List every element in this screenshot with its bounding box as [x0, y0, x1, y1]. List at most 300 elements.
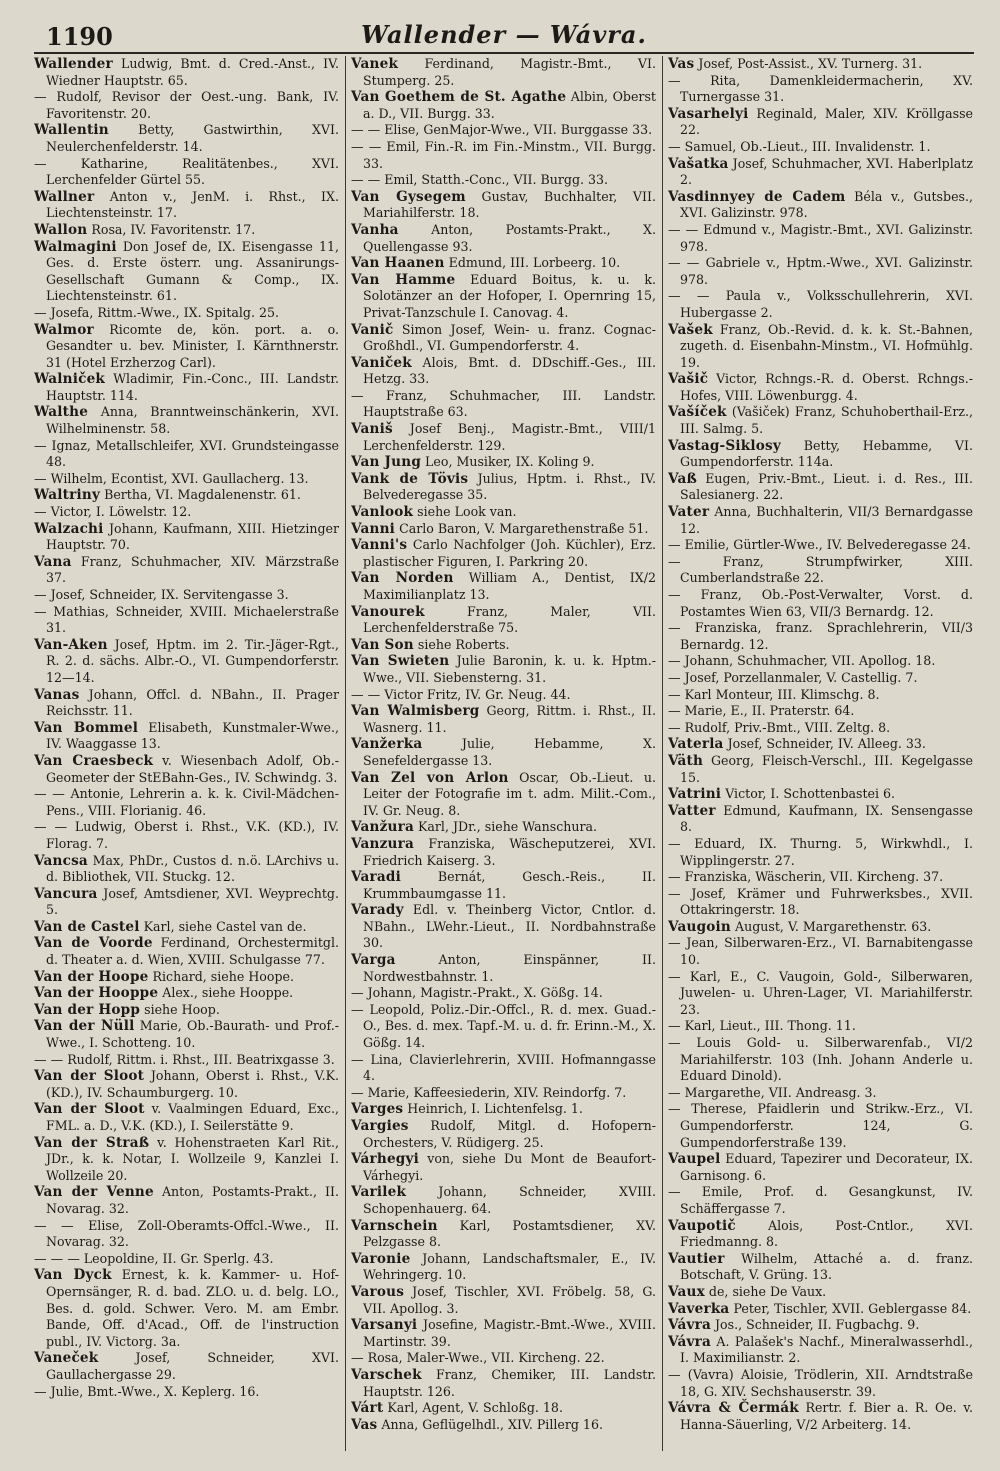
entry-details: Rertr. f. Bier a. R. Oe. v. Hanna-Säuerling, V/2 Arbeiterg. 14. [680, 1400, 973, 1432]
page-header [34, 12, 974, 54]
entry-details: — (Vavra) Aloisie, Trödlerin, XII. Arndtstraße 18, G. XIV. Sechshauserstr. 39. [668, 1366, 973, 1399]
directory-entry [668, 720, 973, 737]
directory-entry [668, 587, 973, 620]
entry-surname: Vas [351, 1416, 378, 1433]
entry-details: — Johann, Schuhmacher, VII. Apollog. 18. [668, 653, 936, 669]
entry-surname: Varilek [351, 1184, 407, 1201]
directory-entry [351, 504, 656, 521]
entry-surname: Walmor [34, 321, 94, 338]
entry-details: Edmund, III. Lorbeerg. 10. [448, 255, 621, 271]
directory-entry [34, 604, 339, 637]
directory-entry [351, 537, 656, 570]
entry-surname: Walmagini [34, 238, 117, 255]
entry-details: Wladimir, Fin.-Conc., III. Landstr. Hauptstr. 114. [46, 371, 339, 403]
directory-entry [34, 404, 339, 437]
directory-entry [668, 869, 973, 886]
directory-entry [668, 620, 973, 653]
entry-details: Josef, Schneider, XVI. Gaullachergasse 29. [46, 1350, 339, 1382]
entry-details: Victor, I. Schottenbastei 6. [725, 786, 896, 802]
directory-entry [351, 1052, 656, 1085]
entry-details: — — Emil, Statth.-Conc., VII. Burgg. 33. [351, 172, 609, 188]
directory-entry [34, 1002, 339, 1019]
entry-details: — Marie, E., II. Praterstr. 64. [668, 703, 855, 719]
entry-surname: Vancura [34, 885, 98, 902]
entry-details: Ferdinand, Magistr.-Bmt., VI. Stumperg. 25. [363, 56, 656, 88]
directory-entry [34, 1251, 339, 1268]
directory-entry [668, 222, 973, 255]
directory-entry [34, 969, 339, 986]
column-right [668, 56, 973, 1456]
directory-entry [668, 371, 973, 404]
entry-details: Johann, Oberst i. Rhst., V.K. (KD.), IV. Schaumburgerg. 10. [46, 1068, 339, 1100]
entry-details: Anton v., JenM. i. Rhst., IX. Liechtensteinstr. 17. [46, 188, 339, 221]
directory-entry [34, 1184, 339, 1217]
directory-entry [34, 1101, 339, 1134]
entry-details: Leo, Musiker, IX. Koling 9. [425, 454, 595, 470]
entry-details: Alois, Bmt. d. DDschiff.-Ges., III. Hetzg. 33. [363, 354, 656, 387]
directory-entry [351, 454, 656, 471]
entry-surname: Varous [351, 1283, 405, 1300]
entry-surname: Van-Aken [34, 636, 108, 653]
entry-details: Anton, Postamts-Prakt., X. Quellengasse 93. [363, 221, 656, 254]
entry-details: Heinrich, I. Lichtenfelsg. 1. [407, 1101, 583, 1117]
directory-entry [351, 869, 656, 902]
directory-entry [351, 272, 656, 322]
entry-details: — Rosa, Maler-Wwe., VII. Kircheng. 22. [351, 1350, 605, 1366]
entry-surname: Várhegyi [351, 1151, 419, 1168]
directory-entry [351, 703, 656, 736]
entry-details: Josef, Hptm. im 2. Tir.-Jäger-Rgt., R. 2. d. sächs. Albr.-O., VI. Gumpendorferstr. 12—14. [46, 636, 339, 685]
entry-surname: Vas [668, 56, 695, 72]
entry-details: — Josef, Porzellanmaler, V. Castellig. 7. [668, 669, 918, 685]
directory-entry [34, 1052, 339, 1069]
directory-entry [668, 670, 973, 687]
entry-surname: Van Goethem de St. Agathe [351, 89, 567, 106]
directory-entry [351, 819, 656, 836]
entry-details: de, siehe De Vaux. [708, 1283, 827, 1299]
entry-details: — Rita, Damenkleidermacherin, XV. Turnergasse 31. [668, 72, 973, 105]
entry-details: — — Emil, Fin.-R. im Fin.-Minstm., VII. Burgg. 33. [351, 138, 656, 171]
directory-entry [351, 89, 656, 122]
entry-details: Gustav, Buchhalter, VII. Mariahilferstr. 18. [363, 188, 656, 221]
entry-surname: Van der Hoope [34, 968, 149, 985]
entry-surname: Van Craesbeck [34, 752, 154, 769]
directory-entry [668, 1018, 973, 1035]
entry-surname: Vaupel [668, 1151, 721, 1168]
entry-details: Franz, Chemiker, III. Landstr. Hauptstr. 126. [363, 1366, 656, 1399]
directory-entry [34, 1135, 339, 1185]
entry-surname: Wallner [34, 188, 95, 205]
directory-entry [668, 786, 973, 803]
directory-entry [34, 1218, 339, 1251]
directory-entry [34, 487, 339, 504]
entry-details: von, siehe Du Mont de Beaufort-Várhegyi. [363, 1151, 656, 1183]
entry-details: Franz, Schuhmacher, XIV. Märzstraße 37. [46, 553, 339, 586]
entry-surname: Vaterla [668, 736, 724, 753]
entry-details: Marie, Ob.-Baurath- und Prof.-Wwe., I. Schotteng. 10. [46, 1018, 339, 1051]
column-left [34, 56, 339, 1456]
directory-entry [668, 1184, 973, 1217]
directory-entry [668, 73, 973, 106]
directory-entry [34, 239, 339, 305]
entry-surname: Vaupotič [668, 1217, 736, 1234]
entry-surname: Vanzura [351, 835, 414, 852]
entry-surname: Walniček [34, 371, 106, 388]
directory-entry [351, 139, 656, 172]
directory-entry [34, 189, 339, 222]
directory-entry [34, 587, 339, 604]
entry-details: Johann, Landschaftsmaler, E., IV. Wehringerg. 10. [363, 1250, 656, 1283]
directory-entry [351, 1317, 656, 1350]
entry-surname: Vanas [34, 686, 80, 703]
entry-surname: Vasarhelyi [668, 105, 749, 122]
directory-entry [351, 604, 656, 637]
entry-details: Edmund, Kaufmann, IX. Sensengasse 8. [680, 802, 973, 835]
directory-entry [34, 56, 339, 89]
entry-details: — Katharine, Realitätenbes., XVI. Lerchenfelder Gürtel 55. [34, 155, 339, 188]
directory-entry [34, 554, 339, 587]
directory-entry [351, 687, 656, 704]
directory-entry [351, 653, 656, 686]
directory-entry [668, 554, 973, 587]
entry-details: — — — Leopoldine, II. Gr. Sperlg. 43. [34, 1250, 274, 1266]
directory-entry [34, 935, 339, 968]
entry-details: William A., Dentist, IX/2 Maximilianplatz 13. [363, 570, 656, 602]
directory-entry [34, 1267, 339, 1350]
entry-details: — Karl Monteur, III. Klimschg. 8. [668, 686, 880, 702]
directory-entry [668, 288, 973, 321]
entry-surname: Van Gysegem [351, 188, 466, 205]
entry-surname: Vana [34, 553, 72, 570]
entry-surname: Vaugoin [668, 918, 732, 935]
entry-details: Jos., Schneider, II. Fugbachg. 9. [715, 1317, 920, 1333]
entry-surname: Vank de Tövis [351, 470, 469, 487]
entry-details: Peter, Tischler, XVII. Geblergasse 84. [733, 1300, 972, 1316]
directory-entry [34, 985, 339, 1002]
directory-entry [668, 803, 973, 836]
directory-entry [34, 89, 339, 122]
entry-details: siehe Look van. [417, 504, 517, 520]
entry-details: — — Edmund v., Magistr.-Bmt., XVI. Galizinstr. 978. [668, 221, 973, 254]
entry-details: Alois, Post-Cntlor., XVI. Friedmanng. 8. [680, 1217, 973, 1250]
entry-details: Franz, Ob.-Revid. d. k. k. St.-Bahnen, zugeth. d. Eisenbahn-Minstm., VI. Hofmühlg. 19. [680, 321, 973, 370]
directory-entry [351, 172, 656, 189]
entry-details: Carlo Baron, V. Margarethenstraße 51. [399, 520, 649, 536]
entry-details: v. Hohenstraeten Karl Rit., JDr., k. k. Notar, I. Wollzeile 9, Kanzlei I. Wollzeile 20. [46, 1134, 339, 1183]
entry-details: Anna, Branntweinschänkerin, XVI. Wilhelminenstr. 58. [46, 404, 339, 437]
entry-surname: Van Swieten [351, 653, 450, 670]
directory-entry [351, 770, 656, 820]
entry-surname: Vávra [668, 1317, 711, 1334]
entry-details: — — Elise, GenMajor-Wwe., VII. Burggasse 33. [351, 122, 653, 138]
entry-details: Edl. v. Theinberg Victor, Cntlor. d. NBahn., LWehr.-Lieut., II. Nordbahnstraße 30. [363, 902, 656, 951]
directory-entry [351, 1118, 656, 1151]
entry-surname: Vaverka [668, 1300, 730, 1317]
entry-details: Anton, Postamts-Prakt., II. Novarag. 32. [46, 1184, 339, 1216]
entry-details: — Josefa, Rittm.-Wwe., IX. Spitalg. 25. [34, 304, 280, 320]
entry-details: Wilhelm, Attaché a. d. franz. Botschaft, V. Grüng. 13. [680, 1250, 973, 1283]
entry-details: — Rudolf, Priv.-Bmt., VIII. Zeltg. 8. [668, 719, 891, 735]
entry-details: Johann, Offcl. d. NBahn., II. Prager Reichsstr. 11. [46, 686, 339, 719]
directory-entry [668, 56, 973, 73]
entry-surname: Varges [351, 1101, 404, 1118]
directory-entry [668, 1218, 973, 1251]
entry-surname: Van der Nüll [34, 1018, 135, 1035]
directory-entry [34, 521, 339, 554]
directory-entry [34, 919, 339, 936]
entry-details: siehe Roberts. [417, 636, 510, 652]
entry-details: — Louis Gold- u. Silberwarenfab., VI/2 Mariahilferstr. 103 (Inh. Johann Anderle u. Eduard Dinold). [668, 1035, 973, 1084]
entry-details: — Therese, Pfaidlerin und Strikw.-Erz., VI. Gumpendorferstr. 124, G. Gumpendorferstraße 139. [668, 1101, 973, 1150]
directory-entry [668, 1035, 973, 1085]
directory-entry [351, 985, 656, 1002]
directory-entry [668, 1284, 973, 1301]
entry-surname: Van Walmisberg [351, 703, 480, 720]
directory-entry [351, 570, 656, 603]
entry-surname: Väth [668, 752, 704, 769]
column-divider [662, 56, 663, 1451]
directory-entry [351, 222, 656, 255]
directory-entry [34, 222, 339, 239]
entry-surname: Vávra [668, 1333, 711, 1350]
directory-entry [668, 1085, 973, 1102]
directory-entry [34, 687, 339, 720]
directory-entry [668, 139, 973, 156]
entry-surname: Van Norden [351, 570, 454, 587]
directory-entry [34, 886, 339, 919]
entry-details: Josef, Schuhmacher, XVI. Haberlplatz 2. [680, 155, 973, 188]
entry-details: — Eduard, IX. Thurng. 5, Wirkwhdl., I. Wipplingerstr. 27. [668, 835, 973, 868]
entry-details: — Karl, Lieut., III. Thong. 11. [668, 1018, 856, 1034]
directory-entry [351, 1350, 656, 1367]
entry-surname: Wallender [34, 56, 113, 72]
entry-details: Johann, Kaufmann, XIII. Hietzinger Hauptstr. 70. [46, 520, 339, 553]
entry-details: Bernát, Gesch.-Reis., II. Krummbaumgasse 11. [363, 869, 656, 901]
directory-entry [34, 1384, 339, 1401]
directory-entry [351, 637, 656, 654]
entry-surname: Vaniček [351, 354, 412, 371]
entry-surname: Vautier [668, 1250, 725, 1267]
entry-details: Anna, Buchhalterin, VII/3 Bernardgasse 12. [680, 504, 973, 536]
directory-entry [34, 1018, 339, 1051]
entry-details: Alex., siehe Hooppe. [162, 985, 294, 1001]
running-title: Wallender — Wávra. [361, 20, 647, 49]
entry-details: — — Elise, Zoll-Oberamts-Offcl.-Wwe., II. Novarag. 32. [34, 1217, 339, 1250]
entry-details: — Rudolf, Revisor der Oest.-ung. Bank, IV. Favoritenstr. 20. [34, 89, 339, 121]
entry-details: — Ignaz, Metallschleifer, XVI. Grundsteingasse 48. [34, 437, 339, 470]
entry-details: Julius, Hptm. i. Rhst., IV. Belvederegasse 35. [363, 470, 656, 503]
entry-details: Karl, siehe Castel van de. [143, 918, 307, 934]
entry-surname: Vastag-Siklosy [668, 437, 781, 454]
entry-details: — — Antonie, Lehrerin a. k. k. Civil-Mädchen-Pens., VIII. Florianig. 46. [34, 786, 339, 818]
entry-details: — Franziska, franz. Sprachlehrerin, VII/3 Bernardg. 12. [668, 620, 973, 652]
directory-entry [351, 388, 656, 421]
entry-details: Ricomte de, kön. port. a. o. Gesandter u. bev. Minister, I. Kärnthnerstr. 31 (Hotel Erzherzog Carl). [46, 321, 339, 370]
directory-entry [351, 1085, 656, 1102]
entry-details: Betty, Hebamme, VI. Gumpendorferstr. 114a. [680, 437, 973, 470]
directory-entry [668, 106, 973, 139]
entry-details: — Emilie, Gürtler-Wwe., IV. Belvederegasse 24. [668, 537, 971, 553]
entry-surname: Vaß [668, 470, 698, 487]
directory-entry [668, 687, 973, 704]
entry-details: Franziska, Wäscheputzerei, XVI. Friedrich Kaiserg. 3. [363, 835, 656, 868]
entry-details: (Vašiček) Franz, Schuhoberthail-Erz., III. Salmg. 5. [680, 404, 973, 437]
entry-details: Georg, Rittm. i. Rhst., II. Wasnerg. 11. [363, 703, 656, 735]
entry-details: Karl, Postamtsdiener, XV. Pelzgasse 8. [363, 1217, 656, 1250]
entry-details: siehe Hoop. [144, 1001, 220, 1017]
directory-entry [668, 404, 973, 437]
entry-surname: Várt [351, 1400, 384, 1417]
entry-details: Eduard Boitus, k. u. k. Solotänzer an der Hofoper, I. Opernring 15, Privat-Tanzschule I. Canovag. 4. [363, 271, 656, 320]
entry-surname: Vanni [351, 520, 396, 537]
directory-entry [668, 1151, 973, 1184]
entry-surname: Varnschein [351, 1217, 438, 1234]
entry-details: — Josef, Schneider, IX. Servitengasse 3. [34, 587, 289, 602]
directory-entry [668, 189, 973, 222]
entry-details: Eugen, Priv.-Bmt., Lieut. i. d. Res., III. Salesianerg. 22. [680, 470, 973, 503]
entry-surname: Van Zel von Arlon [351, 769, 509, 786]
entry-surname: Van der Straß [34, 1134, 150, 1151]
entry-surname: Vargies [351, 1118, 409, 1134]
entry-surname: Varsanyi [351, 1317, 418, 1334]
directory-entry [34, 720, 339, 753]
directory-entry [668, 438, 973, 471]
entry-details: A. Palašek's Nachf., Mineralwasserhdl., I. Maximilianstr. 2. [680, 1333, 973, 1366]
entry-surname: Vancsa [34, 852, 88, 869]
directory-entry [351, 1400, 656, 1417]
entry-details: Bertha, VI. Magdalenenstr. 61. [104, 487, 301, 503]
directory-entry [34, 1350, 339, 1383]
entry-surname: Van Bommel [34, 719, 139, 736]
directory-entry [351, 471, 656, 504]
entry-details: Simon Josef, Wein- u. franz. Cognac-Großhdl., VI. Gumpendorferstr. 4. [363, 321, 656, 354]
entry-details: — Franz, Schuhmacher, III. Landstr. Hauptstraße 63. [351, 387, 656, 420]
directory-entry [351, 355, 656, 388]
entry-details: — Johann, Magistr.-Prakt., X. Gößg. 14. [351, 985, 603, 1001]
directory-entry [668, 836, 973, 869]
entry-surname: Vašek [668, 321, 713, 338]
entry-details: — Leopold, Poliz.-Dir.-Offcl., R. d. mex. Guad.-O., Bes. d. mex. Tapf.-M. u. d. fr. Erinn.-M., X. Gößg. 14. [351, 1001, 656, 1051]
entry-surname: Van der Sloot [34, 1101, 145, 1118]
entry-details: Karl, JDr., siehe Wanschura. [417, 819, 597, 835]
entry-surname: Van der Hooppe [34, 985, 159, 1002]
entry-surname: Varschek [351, 1366, 422, 1383]
directory-entry [351, 1367, 656, 1400]
entry-details: — Victor, I. Löwelstr. 12. [34, 504, 192, 520]
entry-details: — — Paula v., Volksschullehrerin, XVI. Hubergasse 2. [668, 288, 973, 320]
directory-entry [668, 1334, 973, 1367]
directory-entry [668, 1101, 973, 1151]
entry-details: Georg, Fleisch-Verschl., III. Kegelgasse 15. [680, 752, 973, 785]
directory-entry [351, 952, 656, 985]
entry-surname: Van der Venne [34, 1184, 154, 1201]
directory-entry [668, 703, 973, 720]
entry-details: — Franz, Strumpfwirker, XIII. Cumberlandstraße 22. [668, 553, 973, 586]
entry-surname: Walzachi [34, 520, 104, 537]
entry-surname: Vaneček [34, 1350, 99, 1367]
directory-entry [351, 421, 656, 454]
entry-details: Carlo Nachfolger (Joh. Küchler), Erz. plastischer Figuren, I. Parkring 20. [363, 537, 656, 569]
entry-surname: Van Haanen [351, 255, 445, 272]
entry-details: — — Rudolf, Rittm. i. Rhst., III. Beatrixgasse 3. [34, 1051, 335, 1067]
entry-details: Josefine, Magistr.-Bmt.-Wwe., XVIII. Martinstr. 39. [363, 1317, 656, 1349]
directory-entry [34, 853, 339, 886]
entry-details: — — Gabriele v., Hptm.-Wwe., XVI. Galizinstr. 978. [668, 255, 973, 287]
directory-entry [351, 255, 656, 272]
entry-surname: Waltriny [34, 487, 101, 504]
entry-surname: Varga [351, 952, 396, 969]
directory-entry [668, 537, 973, 554]
entry-details: Reginald, Maler, XIV. Kröllgasse 22. [680, 105, 973, 138]
entry-surname: Van der Hopp [34, 1001, 141, 1018]
directory-entry [351, 836, 656, 869]
entry-details: Josef, Post-Assist., XV. Turnerg. 31. [698, 56, 923, 71]
entry-details: — Julie, Bmt.-Wwe., X. Keplerg. 16. [34, 1383, 260, 1399]
entry-surname: Vatter [668, 802, 716, 819]
directory-entry [34, 156, 339, 189]
entry-surname: Varadi [351, 869, 401, 886]
directory-entry [668, 935, 973, 968]
entry-surname: Wallon [34, 221, 88, 238]
entry-surname: Vanžura [351, 819, 414, 836]
entry-surname: Vaux [668, 1283, 705, 1300]
entry-details: v. Wiesenbach Adolf, Ob.-Geometer der StEBahn-Ges., IV. Schwindg. 3. [46, 752, 339, 785]
entry-details: Max, PhDr., Custos d. n.ö. LArchivs u. d. Bibliothek, VII. Stuckg. 12. [46, 852, 339, 885]
entry-details: Eduard, Tapezirer und Decorateur, IX. Garnisong. 6. [680, 1151, 973, 1183]
directory-entry [668, 1367, 973, 1400]
entry-surname: Vanžerka [351, 736, 423, 753]
directory-entry [351, 1101, 656, 1118]
directory-entry [668, 886, 973, 919]
directory-entry [351, 521, 656, 538]
entry-surname: Van Hamme [351, 271, 456, 288]
entry-surname: Walthe [34, 404, 89, 421]
entry-details: Béla v., Gutsbes., XVI. Galizinstr. 978. [680, 188, 973, 221]
directory-entry [351, 736, 656, 769]
entry-details: — Franz, Ob.-Post-Verwalter, Vorst. d. Postamtes Wien 63, VII/3 Bernardg. 12. [668, 587, 973, 619]
directory-entry [668, 504, 973, 537]
entry-details: — — Victor Fritz, IV. Gr. Neug. 44. [351, 686, 571, 702]
entry-surname: Vanni's [351, 537, 408, 554]
entry-details: — — Ludwig, Oberst i. Rhst., V.K. (KD.), IV. Florag. 7. [34, 819, 339, 851]
entry-details: — Mathias, Schneider, XVIII. Michaelerstraße 31. [34, 603, 339, 636]
entry-surname: Vater [668, 504, 710, 521]
directory-entry [668, 322, 973, 372]
entry-details: Elisabeth, Kunstmaler-Wwe., IV. Waaggasse 13. [46, 719, 339, 752]
directory-entry [34, 1068, 339, 1101]
entry-details: Ludwig, Bmt. d. Cred.-Anst., IV. Wiedner Hauptstr. 65. [46, 56, 339, 88]
entry-details: Josef Benj., Magistr.-Bmt., VIII/1 Lerchenfelderstr. 129. [363, 421, 656, 453]
directory-entry [351, 189, 656, 222]
directory-entry [351, 1417, 656, 1434]
entry-details: — Lina, Clavierlehrerin, XVIII. Hofmanngasse 4. [351, 1051, 656, 1084]
entry-surname: Vašič [668, 371, 709, 388]
directory-entry [668, 1317, 973, 1334]
entry-details: Anna, Geflügelhdl., XIV. Pillerg 16. [381, 1416, 603, 1432]
entry-details: — Samuel, Ob.-Lieut., III. Invalidenstr. 1. [668, 138, 931, 154]
entry-surname: Vanek [351, 56, 399, 72]
entry-details: — Margarethe, VII. Andreasg. 3. [668, 1084, 877, 1100]
entry-surname: Wallentin [34, 122, 109, 139]
directory-entry [668, 753, 973, 786]
directory-entry [351, 56, 656, 89]
directory-entry [34, 786, 339, 819]
directory-entry [34, 322, 339, 372]
entry-surname: Van Dyck [34, 1267, 112, 1284]
entry-surname: Vatrini [668, 786, 722, 803]
entry-details: Johann, Schneider, XVIII. Schopenhauerg. 64. [363, 1184, 656, 1216]
entry-details: Victor, Rchngs.-R. d. Oberst. Rchngs.-Hofes, VIII. Löwenburgg. 4. [680, 371, 973, 403]
